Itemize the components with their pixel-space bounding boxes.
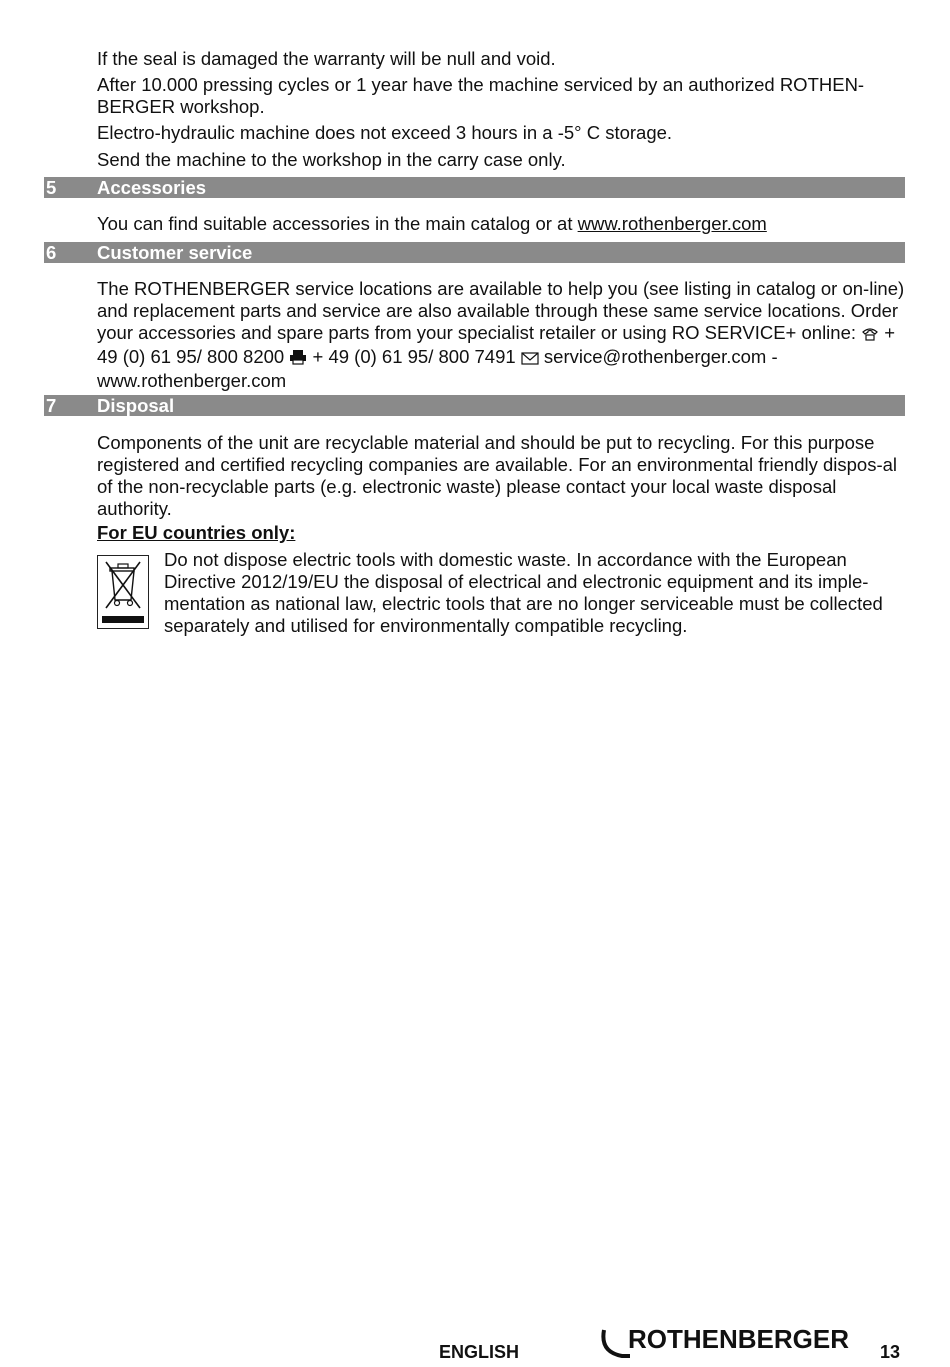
section-title: Disposal	[97, 395, 175, 416]
shipping-note: Send the machine to the workshop in the carry case only.	[97, 149, 566, 170]
footer-language: ENGLISH	[439, 1342, 520, 1362]
page-number: 13	[880, 1342, 901, 1362]
crossed-out-wheelie-bin-icon	[97, 555, 149, 629]
customer-service-sentence: The ROTHENBERGER service locations are available to help you (see listing in catalog or on-line) and replacement parts and service are also available through these same service locations. Order your accessories and spare parts from your specialist retailer or using RO SERVICE+ online:	[97, 278, 905, 343]
envelope-icon	[521, 348, 539, 370]
service-interval-note: After 10.000 pressing cycles or 1 year have the machine serviced by an authorized ROTHEN-BERGER workshop.	[97, 74, 865, 117]
customer-service-text	[97, 278, 905, 392]
section-title: Accessories	[97, 177, 207, 198]
rothenberger-website-link[interactable]: www.rothenberger.com	[577, 213, 767, 234]
section-number: 7	[46, 395, 57, 416]
storage-note: Electro-hydraulic machine does not exceed 3 hours in a -5° C storage.	[97, 122, 673, 143]
accessories-sentence: You can find suitable accessories in the main catalog or at	[97, 213, 578, 234]
telephone-icon	[861, 324, 879, 346]
eu-disposal-text: Do not dispose electric tools with domestic waste. In accordance with the European Directive 2012/19/EU the disposal of electrical and electronic equipment and its imple-mentation as national law, electric tools that are no longer serviceable must be collected separately and utilised for environmentally compatible recycling.	[164, 549, 883, 636]
section-header-accessories	[44, 177, 905, 198]
section-header-disposal	[44, 395, 905, 416]
section-number: 6	[46, 242, 57, 263]
brand-wordmark: ROTHENBERGER	[628, 1324, 850, 1354]
disposal-text: Components of the unit are recyclable material and should be put to recycling. For this purpose registered and certified recycling companies are available. For an environmental friendly dispos-al of the non-recyclable parts (e.g. electronic waste) please contact your local waste disposal authority.	[97, 432, 898, 519]
accessories-text	[97, 213, 902, 235]
fax-icon	[289, 348, 307, 370]
eu-countries-heading: For EU countries only:	[97, 522, 296, 543]
intro-block	[97, 48, 902, 171]
section-title: Customer service	[97, 242, 253, 263]
rothenberger-logo	[600, 1322, 850, 1362]
fax-number: + 49 (0) 61 95/ 800 7491	[307, 346, 521, 367]
section-header-customer-service	[44, 242, 905, 263]
section-number: 5	[46, 177, 57, 198]
phone-number: + 49 (0) 61 95/ 800 8200	[97, 322, 896, 367]
warranty-note: If the seal is damaged the warranty will be null and void.	[97, 48, 556, 69]
email-and-website: service@rothenberger.com - www.rothenberger.com	[97, 346, 778, 391]
